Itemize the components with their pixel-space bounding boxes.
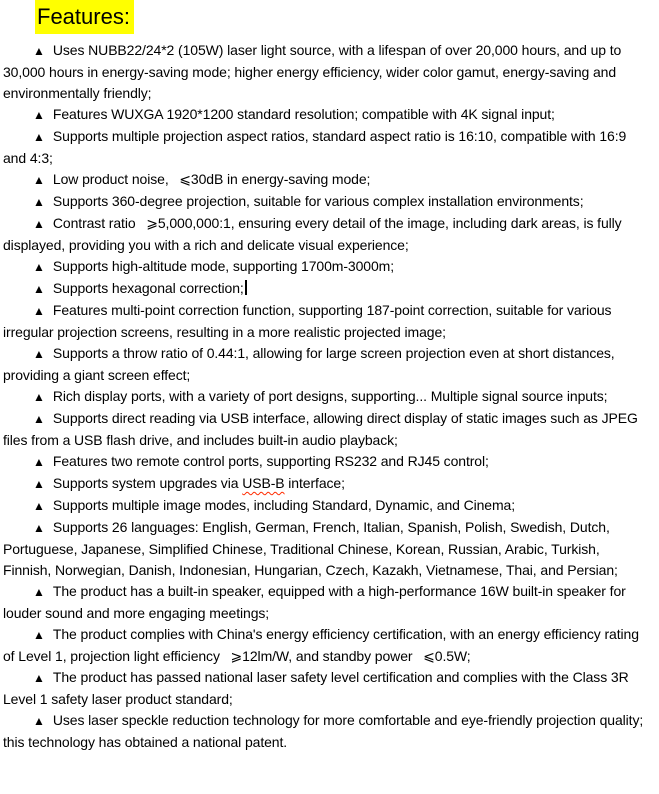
triangle-bullet-icon: ▲	[33, 195, 45, 209]
feature-item[interactable]	[3, 451, 645, 473]
feature-item[interactable]	[3, 104, 645, 126]
feature-text: Supports high-altitude mode, supporting 1700m-3000m;	[52, 258, 395, 274]
feature-item[interactable]	[3, 473, 645, 495]
feature-list	[3, 40, 645, 753]
triangle-bullet-icon: ▲	[33, 347, 45, 361]
feature-text: Supports a throw ratio of 0.44:1, allowing for large screen projection even at short distances, providing a giant screen effect;	[3, 345, 615, 383]
feature-item[interactable]	[3, 495, 645, 517]
triangle-bullet-icon: ▲	[33, 499, 45, 513]
feature-item[interactable]	[3, 213, 645, 256]
feature-item[interactable]	[3, 386, 645, 408]
feature-item[interactable]	[3, 517, 645, 581]
feature-item[interactable]	[3, 408, 645, 451]
feature-item[interactable]	[3, 624, 645, 667]
feature-text: Uses laser speckle reduction technology for more comfortable and eye-friendly projection quality; this technology has obtained a national patent.	[3, 712, 644, 750]
triangle-bullet-icon: ▲	[33, 714, 45, 728]
triangle-bullet-icon: ▲	[33, 412, 45, 426]
feature-text: Features two remote control ports, supporting RS232 and RJ45 control;	[52, 453, 489, 469]
feature-text: Supports direct reading via USB interface, allowing direct display of static images such as JPEG files from a USB flash drive, and includes built-in audio playback;	[3, 410, 638, 448]
feature-text: Supports multiple image modes, including Standard, Dynamic, and Cinema;	[52, 497, 516, 513]
feature-item[interactable]	[3, 169, 645, 191]
triangle-bullet-icon: ▲	[33, 217, 45, 231]
feature-text: Supports multiple projection aspect ratios, standard aspect ratio is 16:10, compatible with 16:9 and 4:3;	[3, 128, 627, 166]
feature-item[interactable]	[3, 300, 645, 343]
spellchecked-word: USB-B	[242, 475, 285, 491]
triangle-bullet-icon: ▲	[33, 390, 45, 404]
triangle-bullet-icon: ▲	[33, 455, 45, 469]
triangle-bullet-icon: ▲	[33, 477, 45, 491]
feature-text: The product has passed national laser safety level certification and complies with the Class 3R Level 1 safety laser product standard;	[3, 669, 629, 707]
feature-item[interactable]	[3, 710, 645, 753]
triangle-bullet-icon: ▲	[33, 108, 45, 122]
feature-text: Uses NUBB22/24*2 (105W) laser light source, with a lifespan of over 20,000 hours, and up to 30,000 hours in energy-saving mode; higher energy efficiency, wider color gamut, energy-saving and environmentally friendly;	[3, 42, 622, 101]
text-cursor	[245, 280, 247, 295]
triangle-bullet-icon: ▲	[33, 521, 45, 535]
triangle-bullet-icon: ▲	[33, 130, 45, 144]
triangle-bullet-icon: ▲	[33, 304, 45, 318]
feature-text: Contrast ratio ⩾5,000,000:1, ensuring every detail of the image, including dark areas, is fully displayed, providing you with a rich and delicate visual experience;	[3, 215, 622, 253]
feature-text: Low product noise, ⩽30dB in energy-saving mode;	[52, 171, 371, 187]
features-heading	[35, 5, 645, 29]
feature-item[interactable]	[3, 256, 645, 278]
triangle-bullet-icon: ▲	[33, 585, 45, 599]
feature-text: Features WUXGA 1920*1200 standard resolution; compatible with 4K signal input;	[52, 106, 555, 122]
triangle-bullet-icon: ▲	[33, 671, 45, 685]
feature-item[interactable]	[3, 667, 645, 710]
triangle-bullet-icon: ▲	[33, 173, 45, 187]
triangle-bullet-icon: ▲	[33, 44, 45, 58]
feature-item[interactable]	[3, 191, 645, 213]
feature-text: Supports 26 languages: English, German, French, Italian, Spanish, Polish, Swedish, Dutch, Portuguese, Japanese, Simplified Chinese, Traditional Chinese, Korean, Russian, Arabic, Turkish, Finnish, Norwegian, Danish, Indonesian, Hungarian, Czech, Kazakh, Vietnamese, Thai, and Persian;	[3, 519, 618, 578]
feature-item[interactable]	[3, 278, 645, 300]
feature-text: Supports hexagonal correction;	[52, 280, 244, 296]
feature-text: The product complies with China's energy efficiency certification, with an energy efficiency rating of Level 1, projection light efficiency ⩾12lm/W, and standby power ⩽0.5W;	[3, 626, 639, 664]
triangle-bullet-icon: ▲	[33, 282, 45, 296]
triangle-bullet-icon: ▲	[33, 628, 45, 642]
feature-text: Rich display ports, with a variety of port designs, supporting... Multiple signal source inputs;	[52, 388, 608, 404]
feature-item[interactable]	[3, 581, 645, 624]
feature-item[interactable]	[3, 126, 645, 169]
feature-item[interactable]	[3, 343, 645, 386]
features-heading-text: Features:	[35, 0, 134, 34]
feature-text: Features multi-point correction function, supporting 187-point correction, suitable for various irregular projection screens, resulting in a more realistic projected image;	[3, 302, 612, 340]
feature-text: The product has a built-in speaker, equipped with a high-performance 16W built-in speaker for louder sound and more engaging meetings;	[3, 583, 626, 621]
feature-text: Supports system upgrades via	[52, 475, 243, 491]
feature-text: Supports 360-degree projection, suitable for various complex installation environments;	[52, 193, 584, 209]
feature-text: interface;	[284, 475, 345, 491]
feature-item[interactable]	[3, 40, 645, 104]
triangle-bullet-icon: ▲	[33, 260, 45, 274]
